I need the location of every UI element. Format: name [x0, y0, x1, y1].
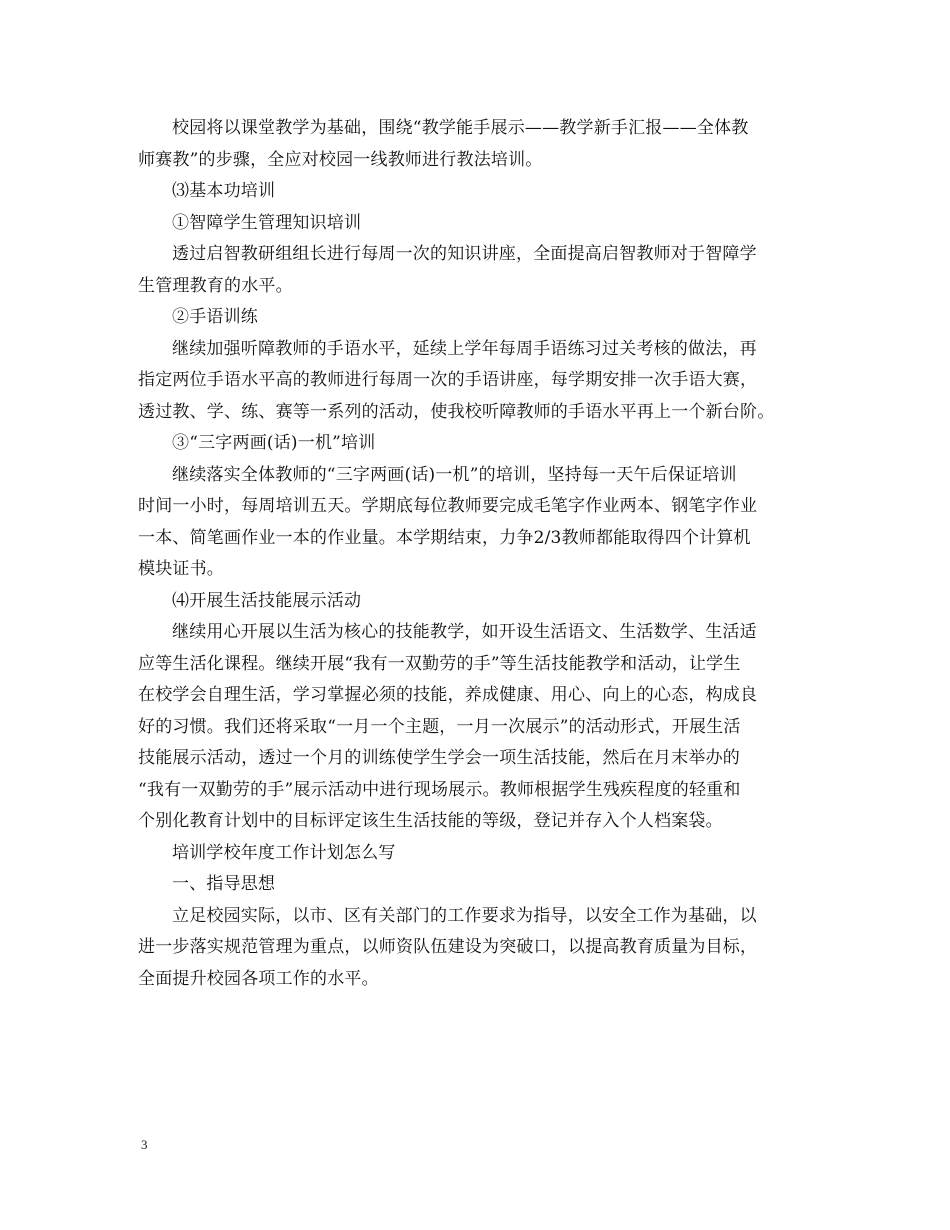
text-line: ①智障学生管理知识培训 — [172, 212, 362, 233]
text-line: 透过启智教研组组长进行每周一次的知识讲座，全面提高启智教师对于智障学 — [172, 244, 757, 264]
text-line: 进一步落实规范管理为重点，以师资队伍建设为突破口，以提高教育质量为目标， — [138, 937, 758, 957]
text-line: ③“三字两画(话)一机”培训 — [172, 433, 376, 453]
text-line: 立足校园实际，以市、区有关部门的工作要求为指导，以安全工作为基础，以 — [172, 905, 757, 926]
text-line: 继续用心开展以生活为核心的技能教学，如开设生活语文、生活数学、生活适 — [172, 622, 757, 642]
text-line: 时间一小时，每周培训五天。学期底每位教师要完成毛笔字作业两本、钢笔字作业 — [138, 496, 758, 516]
text-line: 继续落实全体教师的“三字两画(话)一机”的培训，坚持每一天午后保证培训 — [172, 464, 737, 485]
text-line: 一、指导思想 — [172, 874, 276, 894]
text-line: 校园将以课堂教学为基础，围绕“教学能手展示——教学新手汇报——全体教 — [172, 118, 749, 138]
text-line: 在校学会自理生活，学习掌握必须的技能，养成健康、用心、向上的心态，构成良 — [138, 685, 758, 705]
text-line: “我有一双勤劳的手”展示活动中进行现场展示。教师根据学生残疾程度的轻重和 — [138, 779, 741, 800]
text-line: 继续加强听障教师的手语水平，延续上学年每周手语练习过关考核的做法，再 — [172, 338, 757, 359]
text-line: ⑷开展生活技能展示活动 — [172, 590, 362, 611]
text-line: 好的习惯。我们还将采取“一月一个主题，一月一次展示”的活动形式，开展生活 — [138, 716, 741, 737]
text-line: ②手语训练 — [172, 307, 258, 327]
page-number: 3 — [141, 1137, 148, 1152]
text-line: 个别化教育计划中的目标评定该生生活技能的等级，登记并存入个人档案袋。 — [138, 811, 723, 831]
text-line: 培训学校年度工作计划怎么写 — [172, 842, 396, 863]
text-line: 全面提升校园各项工作的水平。 — [138, 968, 379, 989]
text-line: 模块证书。 — [138, 559, 224, 579]
text-line: 应等生活化课程。继续开展“我有一双勤劳的手”等生活技能教学和活动，让学生 — [138, 653, 741, 674]
text-line: 生管理教育的水平。 — [138, 275, 293, 296]
document-body — [138, 113, 828, 995]
text-line: 技能展示活动，透过一个月的训练使学生学会一项生活技能，然后在月末举办的 — [138, 748, 740, 768]
text-line: 一本、简笔画作业一本的作业量。本学期结束，力争2/3教师都能取得四个计算机 — [138, 527, 751, 548]
text-line: ⑶基本功培训 — [172, 181, 276, 201]
text-line: 透过教、学、练、赛等一系列的活动，使我校听障教师的手语水平再上一个新台阶。 — [138, 401, 775, 422]
text-line: 指定两位手语水平高的教师进行每周一次的手语讲座，每学期安排一次手语大赛， — [138, 370, 758, 390]
text-line: 师赛教”的步骤，全应对校园一线教师进行教法培训。 — [138, 149, 543, 170]
